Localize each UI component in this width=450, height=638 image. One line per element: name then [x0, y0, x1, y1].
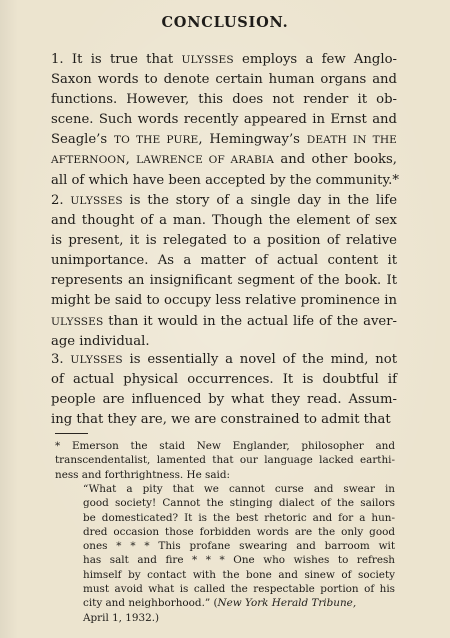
footnote-quote [83, 482, 395, 625]
text-line [83, 511, 395, 525]
small-caps-title: AFTERNOON [51, 154, 126, 167]
text-line [51, 350, 397, 370]
footnote-line: * Emerson the staid New Englander, philosopher and [55, 440, 395, 452]
text-run: 3. [51, 352, 71, 367]
text-run: and thought of a man. Though the element of sex [51, 213, 397, 229]
text-run: “What a pity that we cannot curse and swear in [83, 483, 395, 495]
text-line [51, 110, 397, 130]
text-run: himself by contact with the bone and sinew of society [83, 568, 395, 581]
text-line [51, 251, 397, 271]
text-line [51, 370, 397, 390]
text-run: all of which have been accepted by the community.* [51, 172, 399, 188]
text-run: unimportance. As a matter of actual content it [51, 253, 397, 269]
footnote-line: transcendentalist, lamented that our language lacked earthi- [55, 454, 395, 467]
text-run: 2. [51, 193, 71, 208]
text-run: age individual. [51, 333, 150, 349]
footnote-line: ness and forthrightness. He said: [55, 468, 231, 481]
text-run: functions. However, this does not render it ob- [51, 92, 397, 108]
footnote-rule [55, 433, 88, 434]
text-line [51, 70, 397, 90]
text-run: people are influenced by what they read. Assum- [51, 392, 397, 408]
text-run: , [125, 152, 137, 168]
text-line [51, 271, 397, 291]
text-run: is essentially a novel of the mind, not [122, 352, 397, 367]
text-run: has salt and fire * * * One who wishes to refresh [83, 554, 395, 567]
text-line [51, 231, 397, 251]
text-line [51, 211, 397, 231]
text-run: ones * * * This profane swearing and barroom wit [83, 540, 395, 553]
text-run: might be said to occupy less relative prominence in [51, 293, 397, 309]
text-line [83, 611, 395, 625]
text-run: is present, it is relegated to a position of relative [51, 233, 397, 249]
small-caps-title: LAWRENCE OF ARABIA [136, 154, 274, 167]
paragraph-3 [51, 350, 397, 430]
paragraph-1 [51, 50, 397, 191]
text-run: represents an insignificant segment of the book. It [51, 273, 397, 289]
text-line [51, 90, 397, 110]
text-line [51, 171, 397, 191]
text-line [83, 525, 395, 539]
text-run: city and neighborhood.” ( [83, 597, 218, 610]
page-heading: CONCLUSION. [161, 14, 289, 31]
text-line [51, 390, 397, 410]
text-line [83, 582, 395, 596]
text-run: employs a few Anglo- [233, 52, 397, 67]
text-line [51, 130, 397, 150]
text-run: of actual physical occurrences. It is doubtful if [51, 372, 397, 388]
text-line [51, 50, 397, 70]
small-caps-title: ULYSSES [70, 354, 123, 366]
text-line [51, 332, 397, 352]
text-run: than it would in the actual life of the aver- [103, 313, 397, 329]
small-caps-title: ULYSSES [70, 195, 123, 207]
text-run: and other books, [273, 152, 397, 168]
text-run: 1. It is true that [51, 52, 182, 67]
text-run: Seagle’s [51, 132, 114, 148]
text-run: Saxon words to denote certain human organs and [51, 72, 397, 88]
text-line [83, 568, 395, 582]
text-run: dred occasion those forbidden words are the only good [83, 525, 395, 538]
small-caps-title: ULYSSES [51, 315, 104, 328]
text-run: good society! Cannot the stinging dialect of the sailors [83, 497, 395, 510]
italic-citation: New York Herald Tribune, [217, 597, 357, 610]
text-run: be domesticated? It is the best rhetoric and for a hun- [83, 511, 395, 524]
text-line [83, 482, 395, 496]
text-run: scene. Such words recently appeared in Ernst and [51, 112, 397, 128]
text-line [51, 150, 397, 170]
text-line [83, 596, 395, 610]
small-caps-title: TO THE PURE [113, 134, 199, 147]
text-run: , Hemingway’s [198, 132, 307, 148]
text-line [83, 553, 395, 567]
text-run: April 1, 1932.) [83, 611, 160, 624]
paragraph-2 [51, 191, 397, 352]
text-line [51, 312, 397, 332]
text-line [83, 496, 395, 510]
text-line [51, 410, 397, 430]
text-run: must avoid what is called the respectable portion of his [83, 583, 395, 596]
text-line [51, 291, 397, 311]
text-run: ing that they are, we are constrained to admit that [51, 412, 391, 428]
small-caps-title: DEATH IN THE [306, 134, 397, 147]
text-line [83, 539, 395, 553]
footnote-intro [55, 439, 395, 482]
small-caps-title: ULYSSES [181, 54, 234, 66]
text-line [51, 191, 397, 211]
text-run: is the story of a single day in the life [122, 193, 397, 208]
